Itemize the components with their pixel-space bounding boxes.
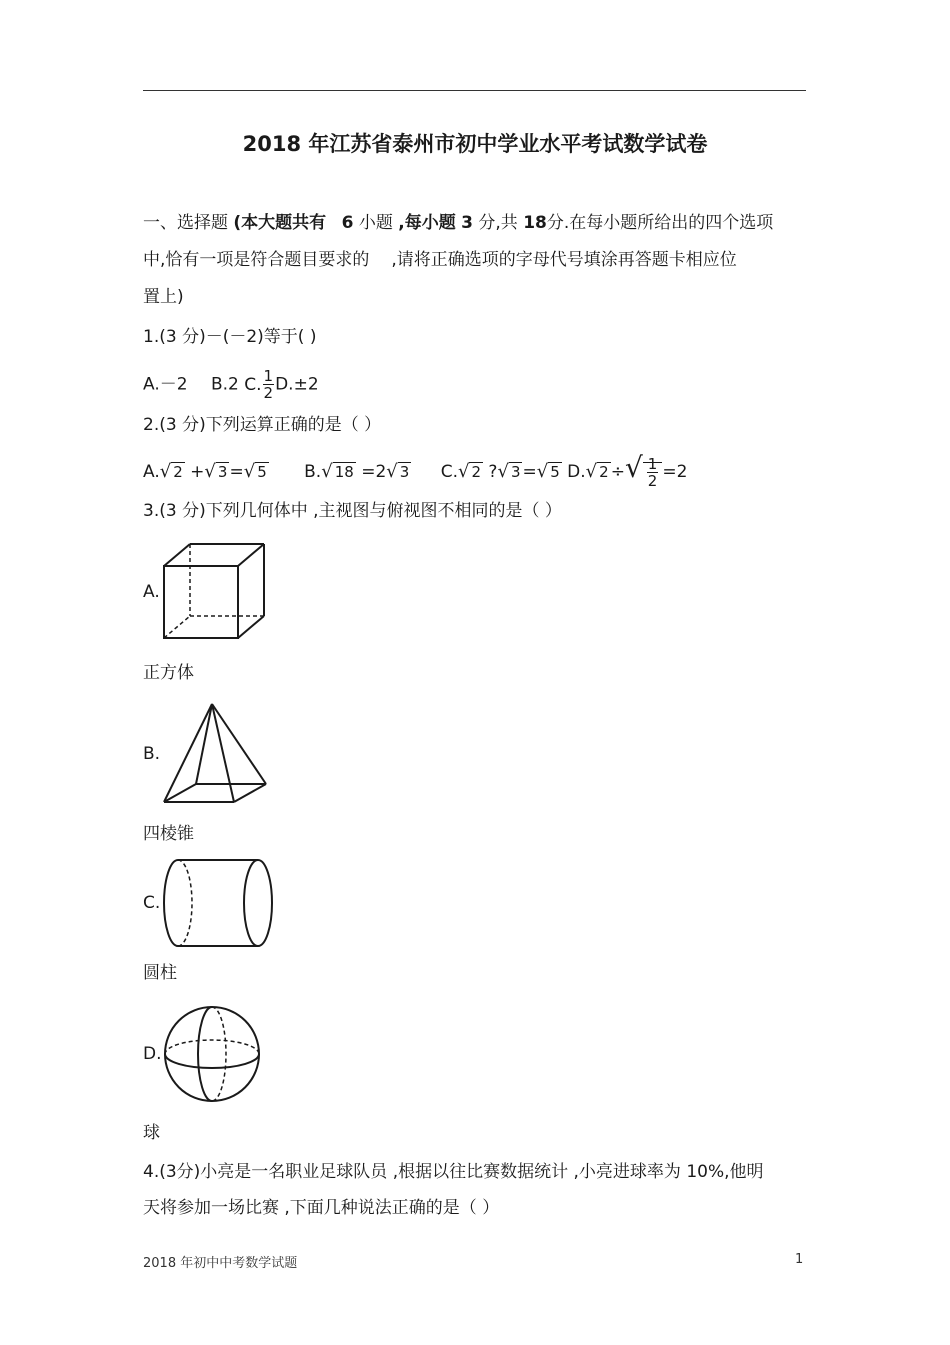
q2-options <box>143 451 688 490</box>
q1-option-d: D.±2 <box>275 374 319 395</box>
q2-option-d: D.√ 2 ÷√ $\frac{1}{2}$ =2 <box>567 451 688 490</box>
q3-option-a-label: A. <box>143 582 160 602</box>
q3-option-d-name: 球 <box>143 1123 160 1143</box>
q3-option-b-label: B. <box>143 744 161 764</box>
q4-stem-line1: 4.(3分)小亮是一名职业足球队员 ,根据以往比赛数据统计 ,小亮进球率为 10%,他明 <box>143 1162 764 1182</box>
section-instructions-line1: 一、选择题 (本大题共有 6 小题 ,每小题 3 分,共 18分.在每小题所给出的四个选项 <box>143 213 774 233</box>
q3-option-a-name: 正方体 <box>143 663 194 683</box>
q1-option-c: C. $\frac{1}{2}$ <box>244 367 274 402</box>
page-number: 1 <box>795 1252 804 1267</box>
q3-stem: 3.(3 分)下列几何体中 ,主视图与俯视图不相同的是（ ） <box>143 501 562 521</box>
q2-option-a: A.√ 2 +√ 3 =√ 5 <box>143 461 267 482</box>
q1-option-c-fraction: $\frac{1}{2}$ <box>263 367 274 402</box>
q1-stem: 1.(3 分)－(－2)等于( ) <box>143 327 317 347</box>
cube-figure <box>160 540 270 644</box>
q1-options <box>143 368 319 401</box>
q4-stem-line2: 天将参加一场比赛 ,下面几种说法正确的是（ ） <box>143 1198 500 1218</box>
q1-option-a: A.－2 <box>143 374 188 395</box>
q3-option-c-name: 圆柱 <box>143 963 177 983</box>
section-label: 一、选择题 <box>143 213 228 233</box>
q3-option-c-label: C. <box>143 893 161 913</box>
section-instructions-line3: 置上) <box>143 287 184 307</box>
q2-stem: 2.(3 分)下列运算正确的是（ ） <box>143 415 382 435</box>
q3-option-b-name: 四棱锥 <box>143 824 194 844</box>
q2-option-c: C.√ 2 ?√ 3 =√ 5 <box>440 461 560 482</box>
q3-option-d-label: D. <box>143 1044 162 1064</box>
header-rule <box>143 90 806 91</box>
q2-option-b: B.√ 18 =2√ 3 <box>304 461 410 482</box>
q1-option-b: B.2 <box>210 374 239 395</box>
section-instructions-line2: 中,恰有一项是符合题目要求的 ,请将正确选项的字母代号填涂再答题卡相应位 <box>143 250 737 270</box>
pyramid-figure <box>160 700 270 808</box>
page-title: 2018 年江苏省泰州市初中学业水平考试数学试卷 <box>242 132 708 156</box>
footer-title: 2018 年初中中考数学试题 <box>143 1256 298 1271</box>
sphere-figure <box>160 1004 264 1104</box>
cylinder-figure <box>160 856 276 950</box>
